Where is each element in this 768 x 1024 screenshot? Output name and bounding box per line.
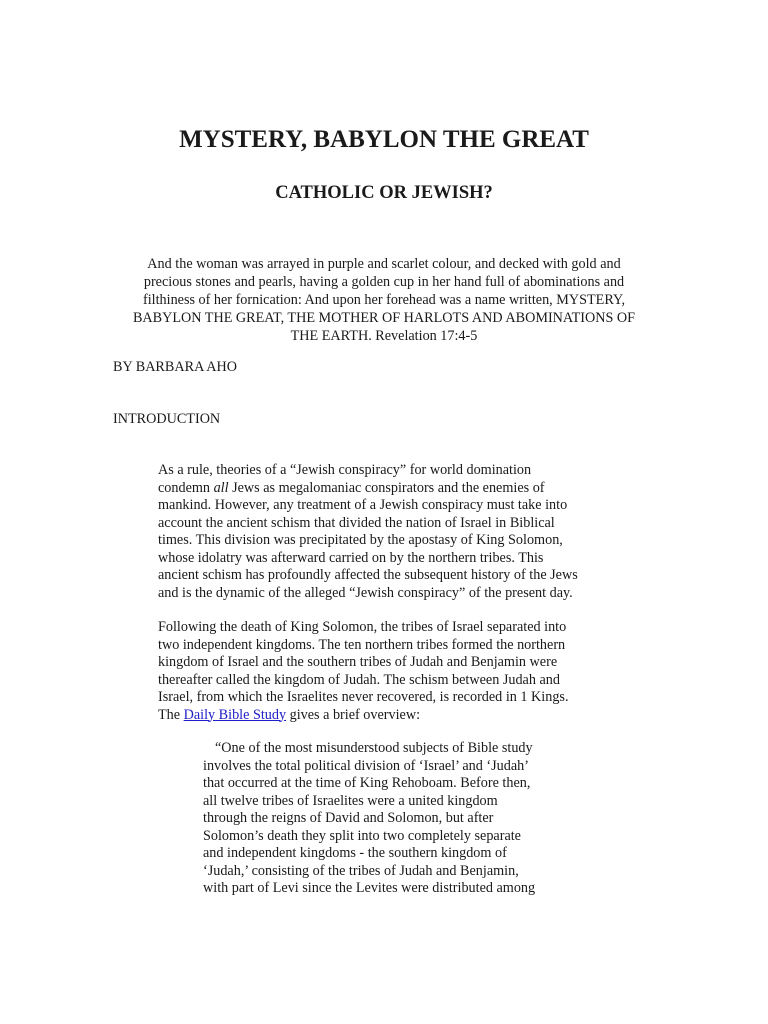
paragraph-line: Following the death of King Solomon, the tribes of Israel separated into bbox=[158, 619, 567, 635]
text-run: The bbox=[158, 706, 184, 723]
quote-line: “One of the most misunderstood subjects of Bible study bbox=[215, 740, 533, 756]
paragraph-line: kingdom of Israel and the southern tribes of Judah and Benjamin were bbox=[158, 654, 558, 670]
paragraph-line: thereafter called the kingdom of Judah. The schism between Judah and bbox=[158, 671, 560, 688]
paragraph-line: account the ancient schism that divided the nation of Israel in Biblical bbox=[158, 514, 555, 531]
quote-line: that occurred at the time of King Rehoboam. Before then, bbox=[203, 775, 531, 791]
block-quote bbox=[203, 740, 535, 898]
author-byline: BY BARBARA AHO bbox=[113, 359, 238, 375]
quote-line: involves the total political division of ‘Israel’ and ‘Judah’ bbox=[203, 757, 529, 774]
paragraph-line: times. This division was precipitated by the apostasy of King Solomon, bbox=[158, 532, 563, 548]
epigraph-line: THE EARTH. Revelation 17:4-5 bbox=[290, 328, 478, 344]
intro-paragraph-1 bbox=[158, 462, 578, 602]
paragraph-line: mankind. However, any treatment of a Jewish conspiracy must take into bbox=[158, 497, 568, 513]
quote-line: ‘Judah,’ consisting of the tribes of Judah and Benjamin, bbox=[203, 862, 519, 879]
quote-line: Solomon’s death they split into two completely separate bbox=[203, 827, 521, 844]
paragraph-line bbox=[158, 707, 569, 725]
epigraph-line: BABYLON THE GREAT, THE MOTHER OF HARLOTS AND ABOMINATIONS OF bbox=[132, 310, 636, 326]
epigraph-line: And the woman was arrayed in purple and scarlet colour, and decked with gold and bbox=[147, 256, 621, 272]
quote-line: through the reigns of David and Solomon, but after bbox=[203, 810, 494, 826]
emphasis-all: all bbox=[213, 479, 229, 496]
document-title: MYSTERY, BABYLON THE GREAT bbox=[179, 126, 589, 153]
paragraph-line: two independent kingdoms. The ten northern tribes formed the northern bbox=[158, 636, 566, 653]
paragraph-line: and is the dynamic of the alleged “Jewish conspiracy” of the present day. bbox=[158, 584, 573, 601]
daily-bible-study-link[interactable]: Daily Bible Study bbox=[183, 706, 287, 723]
quote-line: all twelve tribes of Israelites were a united kingdom bbox=[203, 792, 498, 809]
text-run: gives a brief overview: bbox=[286, 706, 421, 723]
paragraph-line bbox=[158, 480, 578, 498]
quote-line: with part of Levi since the Levites were distributed among bbox=[203, 880, 536, 896]
intro-paragraph-2 bbox=[158, 619, 569, 724]
paragraph-line: Israel, from which the Israelites never recovered, is recorded in 1 Kings. bbox=[158, 689, 569, 705]
quote-line: and independent kingdoms - the southern kingdom of bbox=[203, 845, 507, 861]
epigraph-quote bbox=[110, 255, 658, 345]
paragraph-line: whose idolatry was afterward carried on by the northern tribes. This bbox=[158, 549, 544, 566]
epigraph-line: precious stones and pearls, having a golden cup in her hand full of abominations and bbox=[143, 274, 625, 290]
text-run: condemn bbox=[158, 479, 214, 496]
document-subtitle: CATHOLIC OR JEWISH? bbox=[275, 183, 493, 203]
epigraph-line: filthiness of her fornication: And upon her forehead was a name written, MYSTERY, bbox=[142, 292, 625, 308]
paragraph-line: ancient schism has profoundly affected the subsequent history of the Jews bbox=[158, 567, 578, 583]
section-heading-introduction: INTRODUCTION bbox=[113, 411, 221, 427]
paragraph-line: As a rule, theories of a “Jewish conspiracy” for world domination bbox=[158, 462, 532, 478]
text-run: Jews as megalomaniac conspirators and the enemies of bbox=[228, 479, 545, 496]
